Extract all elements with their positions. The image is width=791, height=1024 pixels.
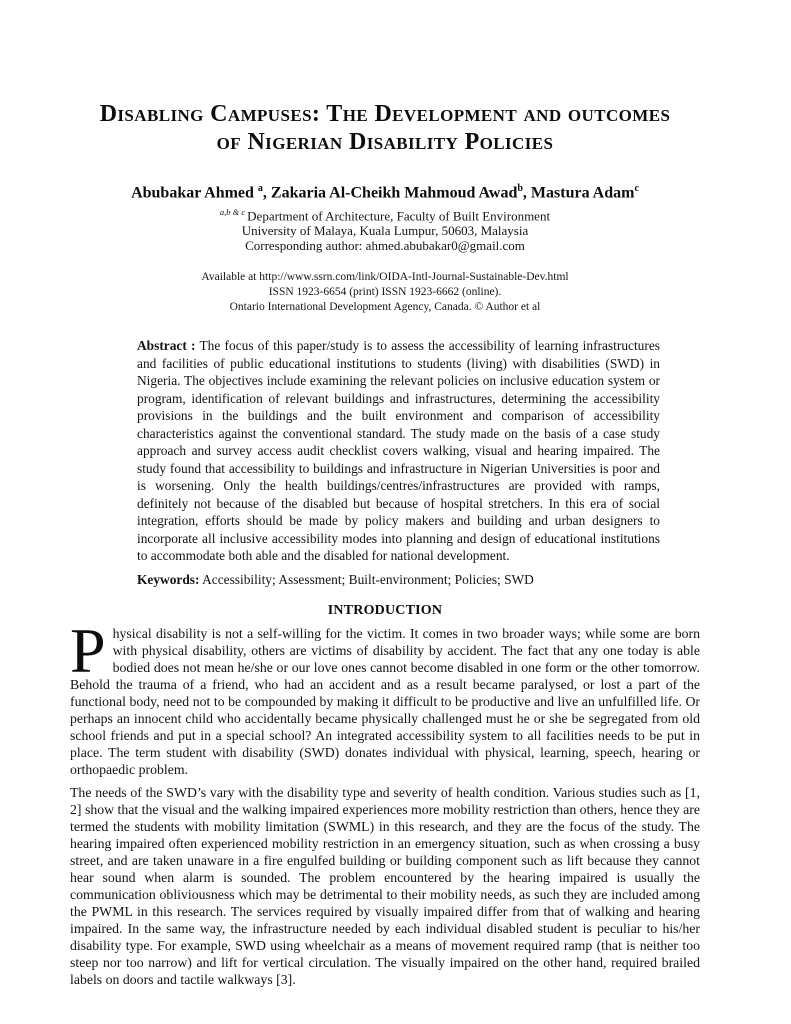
author-name-2: Zakaria Al-Cheikh Mahmoud Awad xyxy=(270,184,518,202)
author-name-3: Mastura Adam xyxy=(530,184,635,202)
title-line-1: Disabling Campuses: The Development and outcomes xyxy=(99,101,671,127)
author-sup-1: a xyxy=(257,183,263,194)
introduction-heading: INTRODUCTION xyxy=(327,602,443,618)
publisher-line: Ontario International Development Agency, Canada. © Author et al xyxy=(229,301,541,314)
author-sup-2: b xyxy=(517,183,523,194)
introduction-paragraph-2: The needs of the SWD’s vary with the disability type and severity of health condition. Various studies such as [1, 2] show that the visual and the walking impaired experiences more mobility restriction than others, hence they are termed the students with mobility limitation (SWML) in this research, and they are the focus of the study. The hearing impaired often experienced mobility restriction in an emergency situation, such as when crossing a busy street, and are taken unaware in a fire engulfed building or building component such as lift because they cannot hear sound when alarm is sounded. The problem encountered by the hearing impaired is usually the communication obliviousness which may be detrimental to their mobility needs, as such they are included among the PWML in this research. The services required by visually impaired differ from that of walking and hearing impaired. In the same way, the infrastructure needed by each individual disabled student is peculiar to his/her disability type. For example, SWD using wheelchair as a means of movement required ramp (that is neither too steep nor too narrow) and lift for vertical circulation. The visually impaired on the other hand, required brailed labels on doors and tactile walkways [3]. xyxy=(70,784,700,987)
affiliation-block xyxy=(70,205,700,253)
abstract-text: The focus of this paper/study is to assess the accessibility of learning infrastructures and facilities of public educational institutions to students (living) with disabilities (SWD) in Nigeria. The objectives include examining the relevant policies on inclusive education system or program, identification of relevant buildings and infrastructures, determining the accessibility provisions in the buildings and the built environment and comparison of accessibility characteristics against the conventional standard. The study made on the basis of a case study approach and survey access audit checklist covers walking, visual and hearing impaired. The study found that accessibility to buildings and infrastructure in Nigerian Universities is poor and is worsening. Only the health buildings/centres/infrastructures are provided with ramps, definitely not because of the disabled but because of hospital stretchers. In this era of social integration, efforts should be made by policy makers and building and urban designers to incorporate all inclusive accessibility modes into planning and design of educational institutions to accommodate both able and the disabled for national development. xyxy=(137,338,660,564)
affiliation-department: Department of Architecture, Faculty of Built Environment xyxy=(247,208,551,224)
availability-url-line: Available at http://www.ssrn.com/link/OIDA-Intl-Journal-Sustainable-Dev.html xyxy=(201,271,569,284)
issn-line: ISSN 1923-6654 (print) ISSN 1923-6662 (online). xyxy=(268,286,502,299)
availability-block xyxy=(70,270,700,315)
affiliation-line-1 xyxy=(70,205,700,224)
affiliation-line-2: University of Malaya, Kuala Lumpur, 50603, Malaysia xyxy=(241,223,529,239)
affiliation-sup: a,b & c xyxy=(219,207,246,218)
author-separator: , xyxy=(262,184,271,202)
affiliation-line-3: Corresponding author: ahmed.abubakar0@gmail.com xyxy=(245,237,525,253)
abstract-label: Abstract : xyxy=(137,338,196,354)
author-name-1: Abubakar Ahmed xyxy=(131,184,258,202)
title-line-2: of Nigerian Disability Policies xyxy=(216,129,554,155)
abstract-paragraph xyxy=(137,337,660,565)
paper-title xyxy=(70,100,700,156)
keywords-text: Accessibility; Assessment; Built-environment; Policies; SWD xyxy=(199,571,534,587)
introduction-paragraph-1 xyxy=(70,614,700,778)
keywords-line xyxy=(137,572,660,588)
introduction-paragraph-1-text: hysical disability is not a self-willing for the victim. It comes in two broader ways; while some are born with physical disability, others are victims of disability by accident. The fact that any one today is able bodied does not mean he/she or our love ones cannot become disabled in one form or the other tomorrow. Behold the trauma of a friend, who had an accident and as a result became paralysed, or lost a part of the functional body, need not to be compounded by making it difficult to be productive and live an unfulfilled life. Or perhaps an innocent child who accidentally became physically challenged must he or she be segregated from old school friends and put in a special school? An integrated accessibility system to all facilities needs to be put in place. The term student with disability (SWD) donates individual with physical, learning, speech, hearing or orthopaedic problem. xyxy=(70,625,700,777)
drop-cap: P xyxy=(70,614,106,686)
author-separator: , xyxy=(522,184,531,202)
keywords-label: Keywords: xyxy=(137,571,200,587)
authors-line xyxy=(70,183,700,202)
author-sup-3: c xyxy=(634,183,639,194)
